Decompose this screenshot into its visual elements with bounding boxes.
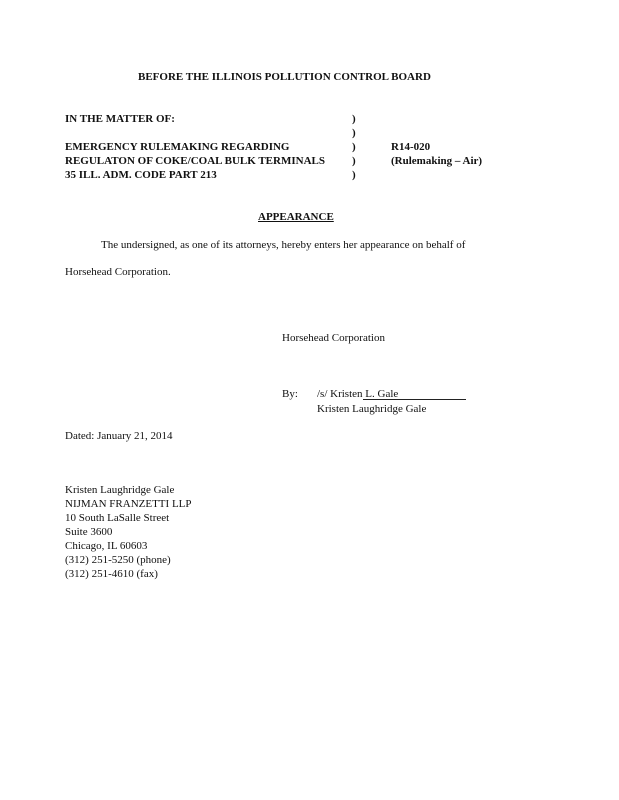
caption-paren: ) [352, 113, 356, 125]
printed-name: Kristen Laughridge Gale [317, 403, 427, 415]
firm-name: NIJMAN FRANZETTI LLP [65, 498, 192, 510]
caption-paren: ) [352, 155, 356, 167]
signed-name: /s/ Kristen L. Gale [317, 388, 399, 400]
firm-phone: (312) 251-5250 (phone) [65, 554, 171, 566]
case-number: R14-020 [391, 141, 431, 153]
caption-paren: ) [352, 127, 356, 139]
dated-line: Dated: January 21, 2014 [65, 430, 173, 442]
caption-paren: ) [352, 141, 356, 153]
attorney-name: Kristen Laughridge Gale [65, 484, 175, 496]
firm-city: Chicago, IL 60603 [65, 540, 148, 552]
matter-label: IN THE MATTER OF: [65, 113, 175, 125]
firm-fax: (312) 251-4610 (fax) [65, 568, 158, 580]
by-label: By: [282, 388, 298, 400]
signature-line [363, 399, 466, 400]
firm-street: 10 South LaSalle Street [65, 512, 170, 524]
board-title: BEFORE THE ILLINOIS POLLUTION CONTROL BOARD [138, 71, 431, 83]
caption-line-3: 35 ILL. ADM. CODE PART 213 [65, 169, 217, 181]
caption-line-1: EMERGENCY RULEMAKING REGARDING [65, 141, 290, 153]
body-line-1: The undersigned, as one of its attorneys, hereby enters her appearance on behalf of [101, 239, 466, 251]
case-type: (Rulemaking – Air) [391, 155, 483, 167]
body-line-2: Horsehead Corporation. [65, 266, 171, 278]
firm-suite: Suite 3600 [65, 526, 113, 538]
caption-line-2: REGULATON OF COKE/COAL BULK TERMINALS [65, 155, 325, 167]
appearance-heading: APPEARANCE [258, 211, 334, 223]
caption-paren: ) [352, 169, 356, 181]
signature-party: Horsehead Corporation [282, 332, 385, 344]
